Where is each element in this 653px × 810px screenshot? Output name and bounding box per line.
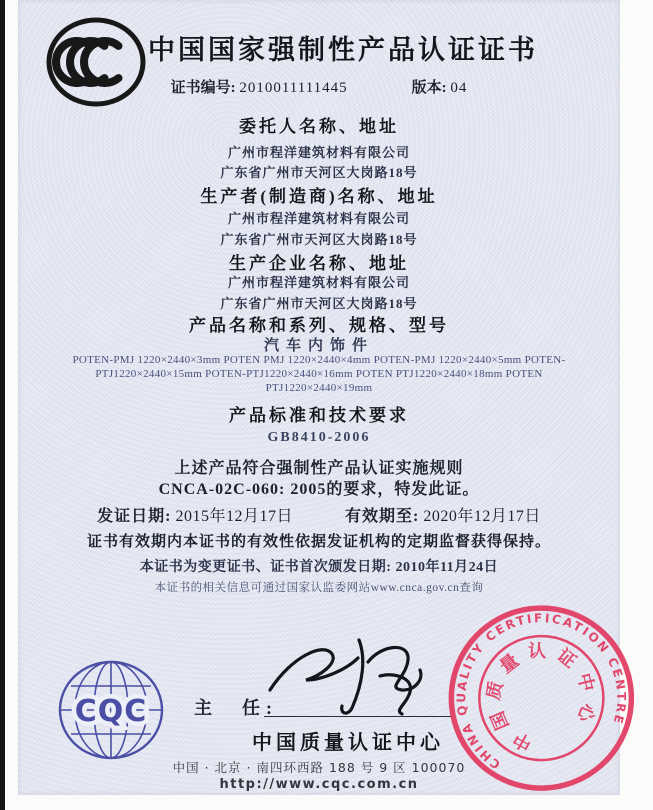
footer-url: http://www.cqc.com.cn bbox=[219, 777, 419, 792]
product-spec-list: POTEN-PMJ 1220×2440×3mm POTEN PMJ 1220×2440×4mm POTEN-PMJ 1220×2440×5mm POTEN-PTJ1220×2440×15mm POTEN-PTJ1220×2440×16mm POTEN PTJ1220×2440×18mm POTEN PTJ1220×2440×19mm bbox=[72, 354, 566, 394]
director-signature bbox=[262, 628, 437, 725]
section-heading-producer: 生产者(制造商)名称、地址 bbox=[200, 187, 438, 206]
statement-line-1: 上述产品符合强制性产品认证实施规则 bbox=[174, 460, 464, 477]
section-heading-applicant: 委托人名称、地址 bbox=[239, 117, 399, 136]
producer-address: 广东省广州市天河区大岗路18号 bbox=[220, 232, 418, 247]
date-row bbox=[18, 503, 620, 526]
signature-line bbox=[264, 716, 452, 717]
product-name: 汽车内饰件 bbox=[263, 338, 374, 354]
info-note: 本证书的相关信息可通过国家认监委网站www.cnca.gov.cn查询 bbox=[154, 582, 484, 594]
section-heading-factory: 生产企业名称、地址 bbox=[229, 254, 409, 273]
footer-address: 中国 · 北京 · 南四环西路 188 号 9 区 100070 bbox=[172, 760, 466, 775]
cert-no-label: 证书编号: bbox=[170, 80, 236, 96]
stamp-inner-text: 中国质量认证中心 bbox=[482, 641, 600, 755]
section-heading-standard: 产品标准和技术要求 bbox=[229, 406, 409, 425]
version-value: 04 bbox=[450, 80, 468, 96]
expiry-date-label: 有效期至: bbox=[345, 508, 420, 525]
producer-name: 广州市程洋建筑材料有限公司 bbox=[227, 211, 410, 226]
scan-edge-strip bbox=[0, 0, 5, 810]
factory-address: 广东省广州市天河区大岗路18号 bbox=[220, 296, 418, 311]
section-heading-product: 产品名称和系列、规格、型号 bbox=[189, 316, 449, 335]
issuing-org-name: 中国质量认证中心 bbox=[252, 732, 444, 754]
expiry-date-group bbox=[345, 503, 541, 526]
certificate-paper bbox=[18, 0, 629, 795]
svg-text:中国质量认证中心 bbox=[470, 626, 611, 763]
change-note: 本证书为变更证书、证书首次颁发日期: 2010年11月24日 bbox=[139, 560, 499, 575]
cqc-globe-icon bbox=[56, 655, 166, 770]
issue-date-label: 发证日期: bbox=[97, 508, 172, 525]
expiry-date-value: 2020年12月17日 bbox=[423, 508, 541, 525]
version-group bbox=[412, 76, 468, 97]
issue-date-value: 2015年12月17日 bbox=[175, 508, 293, 525]
director-label: 主 任: bbox=[194, 698, 278, 718]
applicant-name: 广州市程洋建筑材料有限公司 bbox=[227, 145, 410, 160]
certificate-title: 中国国家强制性产品认证证书 bbox=[148, 35, 538, 65]
statement-line-2: CNCA-02C-060: 2005的要求，特发此证。 bbox=[158, 481, 480, 498]
cert-no-group bbox=[171, 76, 348, 97]
applicant-address: 广东省广州市天河区大岗路18号 bbox=[220, 165, 418, 180]
stamp-outer-text: CHINA QUALITY CERTIFICATION CENTRE bbox=[454, 610, 629, 772]
factory-name: 广州市程洋建筑材料有限公司 bbox=[227, 275, 410, 290]
issue-date-group bbox=[97, 503, 293, 526]
cqc-logo-text: CQC bbox=[74, 694, 148, 729]
certificate-number-row bbox=[18, 76, 620, 97]
standard-code: GB8410-2006 bbox=[267, 430, 371, 445]
version-label: 版本: bbox=[411, 80, 447, 96]
cert-no-value: 2010011111445 bbox=[239, 80, 348, 96]
validity-note: 证书有效期内本证书的有效性依据发证机构的定期监督获得保持。 bbox=[86, 534, 551, 550]
